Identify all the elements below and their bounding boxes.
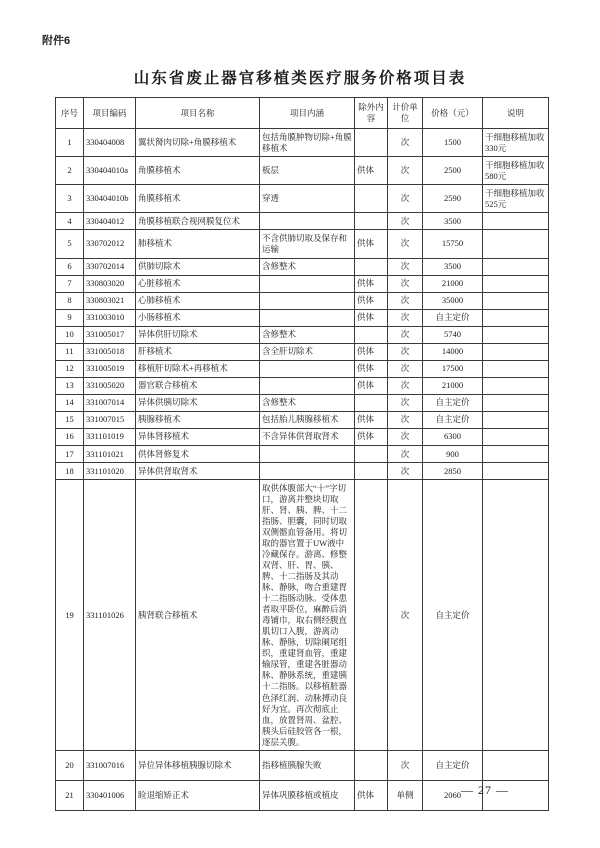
cell-exclusion: 供体 <box>355 411 388 428</box>
table-row <box>56 394 549 411</box>
attachment-label: 附件6 <box>42 35 71 47</box>
table-row <box>56 480 549 751</box>
cell-content: 包括胎儿胰腺移植术 <box>260 411 355 428</box>
cell-content <box>260 309 355 326</box>
table-row <box>56 463 549 480</box>
column-header-no: 序号 <box>56 98 84 129</box>
cell-code: 331101020 <box>84 463 136 480</box>
cell-no: 14 <box>56 394 84 411</box>
table-row <box>56 129 549 157</box>
cell-price: 21000 <box>423 275 483 292</box>
cell-code: 331007014 <box>84 394 136 411</box>
cell-name: 角膜移植联合视网膜复位术 <box>136 213 260 230</box>
cell-note <box>483 275 549 292</box>
cell-unit: 次 <box>388 343 423 360</box>
cell-no: 8 <box>56 292 84 309</box>
cell-code: 330401006 <box>84 781 136 811</box>
cell-unit: 次 <box>388 275 423 292</box>
cell-code: 331101021 <box>84 446 136 463</box>
cell-note <box>483 463 549 480</box>
cell-content <box>260 360 355 377</box>
cell-content: 取供体腹部大“十”字切口，游离并整块切取肝、肾、胰、脾、十二指肠、胆囊，同时切取双侧髂血管备用。将切取的器官置于UW液中冷藏保存。游离、修整双肾、肝、胃、胰、脾、十二指肠及其动脉、静脉，吻合重建胃十二指肠动脉。受体患者取平卧位，麻醉后消毒铺巾，取右侧经腹直肌切口入腹，游离动脉、静脉，切除阑尾组织，重建肾血管，重建输尿管，重建各脏器动脉、静脉系统，重建胰十二指肠。以移植脏器色泽红润、动脉搏动良好为宜。再次彻底止血，放置肾周、盆腔、胰头后硅胶管各一根，逐层关腹。 <box>260 480 355 751</box>
cell-content: 板层 <box>260 157 355 185</box>
cell-code: 330702012 <box>84 230 136 258</box>
column-header-price: 价格（元） <box>423 98 483 129</box>
cell-code: 331007015 <box>84 411 136 428</box>
cell-no: 11 <box>56 343 84 360</box>
table-row <box>56 326 549 343</box>
cell-note <box>483 258 549 275</box>
cell-content: 指移植胰腺失败 <box>260 751 355 781</box>
cell-note <box>483 343 549 360</box>
cell-price: 2590 <box>423 185 483 213</box>
cell-name: 睑退缩矫正术 <box>136 781 260 811</box>
cell-content: 含修整术 <box>260 394 355 411</box>
cell-unit: 次 <box>388 446 423 463</box>
column-header-content: 项目内涵 <box>260 98 355 129</box>
cell-name: 器官联合移植术 <box>136 377 260 394</box>
cell-code: 330404008 <box>84 129 136 157</box>
cell-note <box>483 213 549 230</box>
table-row <box>56 213 549 230</box>
cell-name: 异位异体移植胰腺切除术 <box>136 751 260 781</box>
cell-no: 16 <box>56 428 84 445</box>
cell-unit: 次 <box>388 463 423 480</box>
cell-no: 21 <box>56 781 84 811</box>
cell-content <box>260 213 355 230</box>
cell-price: 5740 <box>423 326 483 343</box>
cell-code: 330803020 <box>84 275 136 292</box>
cell-no: 2 <box>56 157 84 185</box>
cell-name: 胰肾联合移植术 <box>136 480 260 751</box>
cell-unit: 次 <box>388 157 423 185</box>
cell-code: 331005020 <box>84 377 136 394</box>
cell-code: 331005017 <box>84 326 136 343</box>
column-header-code: 项目编码 <box>84 98 136 129</box>
table-row <box>56 377 549 394</box>
cell-code: 330702014 <box>84 258 136 275</box>
cell-name: 异体肾移植术 <box>136 428 260 445</box>
cell-content <box>260 463 355 480</box>
cell-exclusion <box>355 213 388 230</box>
cell-price: 15750 <box>423 230 483 258</box>
cell-name: 角膜移植术 <box>136 185 260 213</box>
cell-unit: 次 <box>388 751 423 781</box>
cell-name: 心肺移植术 <box>136 292 260 309</box>
cell-exclusion <box>355 446 388 463</box>
cell-price: 3500 <box>423 258 483 275</box>
table-row <box>56 446 549 463</box>
column-header-unit: 计价单位 <box>388 98 423 129</box>
cell-price: 3500 <box>423 213 483 230</box>
cell-exclusion: 供体 <box>355 781 388 811</box>
cell-code: 331005018 <box>84 343 136 360</box>
cell-name: 心脏移植术 <box>136 275 260 292</box>
cell-unit: 次 <box>388 230 423 258</box>
cell-exclusion <box>355 394 388 411</box>
cell-note <box>483 377 549 394</box>
table-row <box>56 292 549 309</box>
cell-note <box>483 428 549 445</box>
cell-no: 20 <box>56 751 84 781</box>
table-header-row <box>56 98 549 129</box>
cell-name: 小肠移植术 <box>136 309 260 326</box>
cell-note: 干细胞移植加收525元 <box>483 185 549 213</box>
cell-name: 肝移植术 <box>136 343 260 360</box>
cell-no: 19 <box>56 480 84 751</box>
cell-price: 自主定价 <box>423 480 483 751</box>
cell-name: 异体供肝切除术 <box>136 326 260 343</box>
cell-exclusion: 供体 <box>355 309 388 326</box>
cell-note: 干细胞移植加收330元 <box>483 129 549 157</box>
cell-exclusion: 供体 <box>355 292 388 309</box>
cell-unit: 单侧 <box>388 781 423 811</box>
page-title: 山东省废止器官移植类医疗服务价格项目表 <box>133 70 467 87</box>
table-row <box>56 411 549 428</box>
cell-unit: 次 <box>388 394 423 411</box>
cell-price: 21000 <box>423 377 483 394</box>
cell-unit: 次 <box>388 292 423 309</box>
cell-name: 翼状胬肉切除+角膜移植术 <box>136 129 260 157</box>
cell-note: 干细胞移植加收580元 <box>483 157 549 185</box>
cell-content <box>260 275 355 292</box>
cell-price: 2500 <box>423 157 483 185</box>
cell-name: 角膜移植术 <box>136 157 260 185</box>
column-header-exclusion: 除外内容 <box>355 98 388 129</box>
cell-price: 17500 <box>423 360 483 377</box>
cell-content <box>260 292 355 309</box>
cell-price: 2060 <box>423 781 483 811</box>
cell-price: 900 <box>423 446 483 463</box>
cell-code: 331101019 <box>84 428 136 445</box>
column-header-name: 项目名称 <box>136 98 260 129</box>
cell-name: 肺移植术 <box>136 230 260 258</box>
cell-code: 331101026 <box>84 480 136 751</box>
cell-content: 含修整术 <box>260 326 355 343</box>
cell-code: 330404010b <box>84 185 136 213</box>
cell-unit: 次 <box>388 428 423 445</box>
table-row <box>56 360 549 377</box>
table-row <box>56 258 549 275</box>
cell-no: 3 <box>56 185 84 213</box>
cell-unit: 次 <box>388 326 423 343</box>
cell-name: 异体供肾取肾术 <box>136 463 260 480</box>
cell-no: 5 <box>56 230 84 258</box>
cell-code: 330803021 <box>84 292 136 309</box>
cell-code: 331007016 <box>84 751 136 781</box>
cell-exclusion: 供体 <box>355 377 388 394</box>
cell-name: 供肺切除术 <box>136 258 260 275</box>
cell-content: 含修整术 <box>260 258 355 275</box>
cell-note <box>483 309 549 326</box>
cell-no: 15 <box>56 411 84 428</box>
cell-exclusion: 供体 <box>355 275 388 292</box>
cell-code: 330404010a <box>84 157 136 185</box>
price-table <box>55 97 549 811</box>
cell-exclusion <box>355 751 388 781</box>
cell-unit: 次 <box>388 377 423 394</box>
cell-no: 9 <box>56 309 84 326</box>
cell-no: 1 <box>56 129 84 157</box>
cell-note <box>483 394 549 411</box>
table-row <box>56 157 549 185</box>
cell-price: 自主定价 <box>423 394 483 411</box>
cell-content: 含全肝切除术 <box>260 343 355 360</box>
cell-note <box>483 360 549 377</box>
cell-content: 异体巩膜移植或植皮 <box>260 781 355 811</box>
cell-exclusion <box>355 463 388 480</box>
cell-no: 13 <box>56 377 84 394</box>
cell-name: 胰腺移植术 <box>136 411 260 428</box>
cell-no: 4 <box>56 213 84 230</box>
cell-note <box>483 326 549 343</box>
table-row <box>56 428 549 445</box>
cell-unit: 次 <box>388 360 423 377</box>
cell-price: 1500 <box>423 129 483 157</box>
cell-code: 331005019 <box>84 360 136 377</box>
cell-price: 2850 <box>423 463 483 480</box>
cell-price: 14000 <box>423 343 483 360</box>
cell-no: 10 <box>56 326 84 343</box>
cell-unit: 次 <box>388 480 423 751</box>
cell-exclusion: 供体 <box>355 360 388 377</box>
cell-code: 330404012 <box>84 213 136 230</box>
cell-name: 供体肾修复术 <box>136 446 260 463</box>
cell-content: 不含异体供肾取肾术 <box>260 428 355 445</box>
cell-price: 自主定价 <box>423 309 483 326</box>
cell-exclusion: 供体 <box>355 230 388 258</box>
cell-exclusion: 供体 <box>355 343 388 360</box>
cell-unit: 次 <box>388 213 423 230</box>
cell-code: 331003010 <box>84 309 136 326</box>
cell-price: 自主定价 <box>423 751 483 781</box>
cell-name: 异体供胰切除术 <box>136 394 260 411</box>
table-row <box>56 275 549 292</box>
table-row <box>56 343 549 360</box>
cell-note <box>483 292 549 309</box>
cell-unit: 次 <box>388 185 423 213</box>
cell-exclusion <box>355 258 388 275</box>
cell-content <box>260 446 355 463</box>
cell-price: 35000 <box>423 292 483 309</box>
cell-content <box>260 377 355 394</box>
page-number: — 27 — <box>461 783 509 797</box>
cell-unit: 次 <box>388 258 423 275</box>
cell-name: 移植肝切除术+再移植术 <box>136 360 260 377</box>
cell-unit: 次 <box>388 129 423 157</box>
cell-content: 穿透 <box>260 185 355 213</box>
cell-exclusion <box>355 185 388 213</box>
cell-content: 不含供肺切取及保存和运输 <box>260 230 355 258</box>
cell-content: 包括角膜肿物切除+角膜移植术 <box>260 129 355 157</box>
cell-note <box>483 480 549 751</box>
cell-note <box>483 411 549 428</box>
cell-exclusion <box>355 129 388 157</box>
cell-unit: 次 <box>388 309 423 326</box>
cell-note <box>483 230 549 258</box>
cell-note <box>483 446 549 463</box>
cell-no: 12 <box>56 360 84 377</box>
table-row <box>56 230 549 258</box>
cell-note <box>483 751 549 781</box>
cell-no: 7 <box>56 275 84 292</box>
cell-no: 18 <box>56 463 84 480</box>
cell-no: 17 <box>56 446 84 463</box>
table-row <box>56 309 549 326</box>
cell-exclusion: 供体 <box>355 157 388 185</box>
column-header-note: 说明 <box>483 98 549 129</box>
cell-exclusion <box>355 480 388 751</box>
cell-price: 6300 <box>423 428 483 445</box>
cell-exclusion <box>355 326 388 343</box>
cell-no: 6 <box>56 258 84 275</box>
cell-exclusion: 供体 <box>355 428 388 445</box>
table-row <box>56 751 549 781</box>
cell-unit: 次 <box>388 411 423 428</box>
table-row <box>56 185 549 213</box>
cell-price: 自主定价 <box>423 411 483 428</box>
